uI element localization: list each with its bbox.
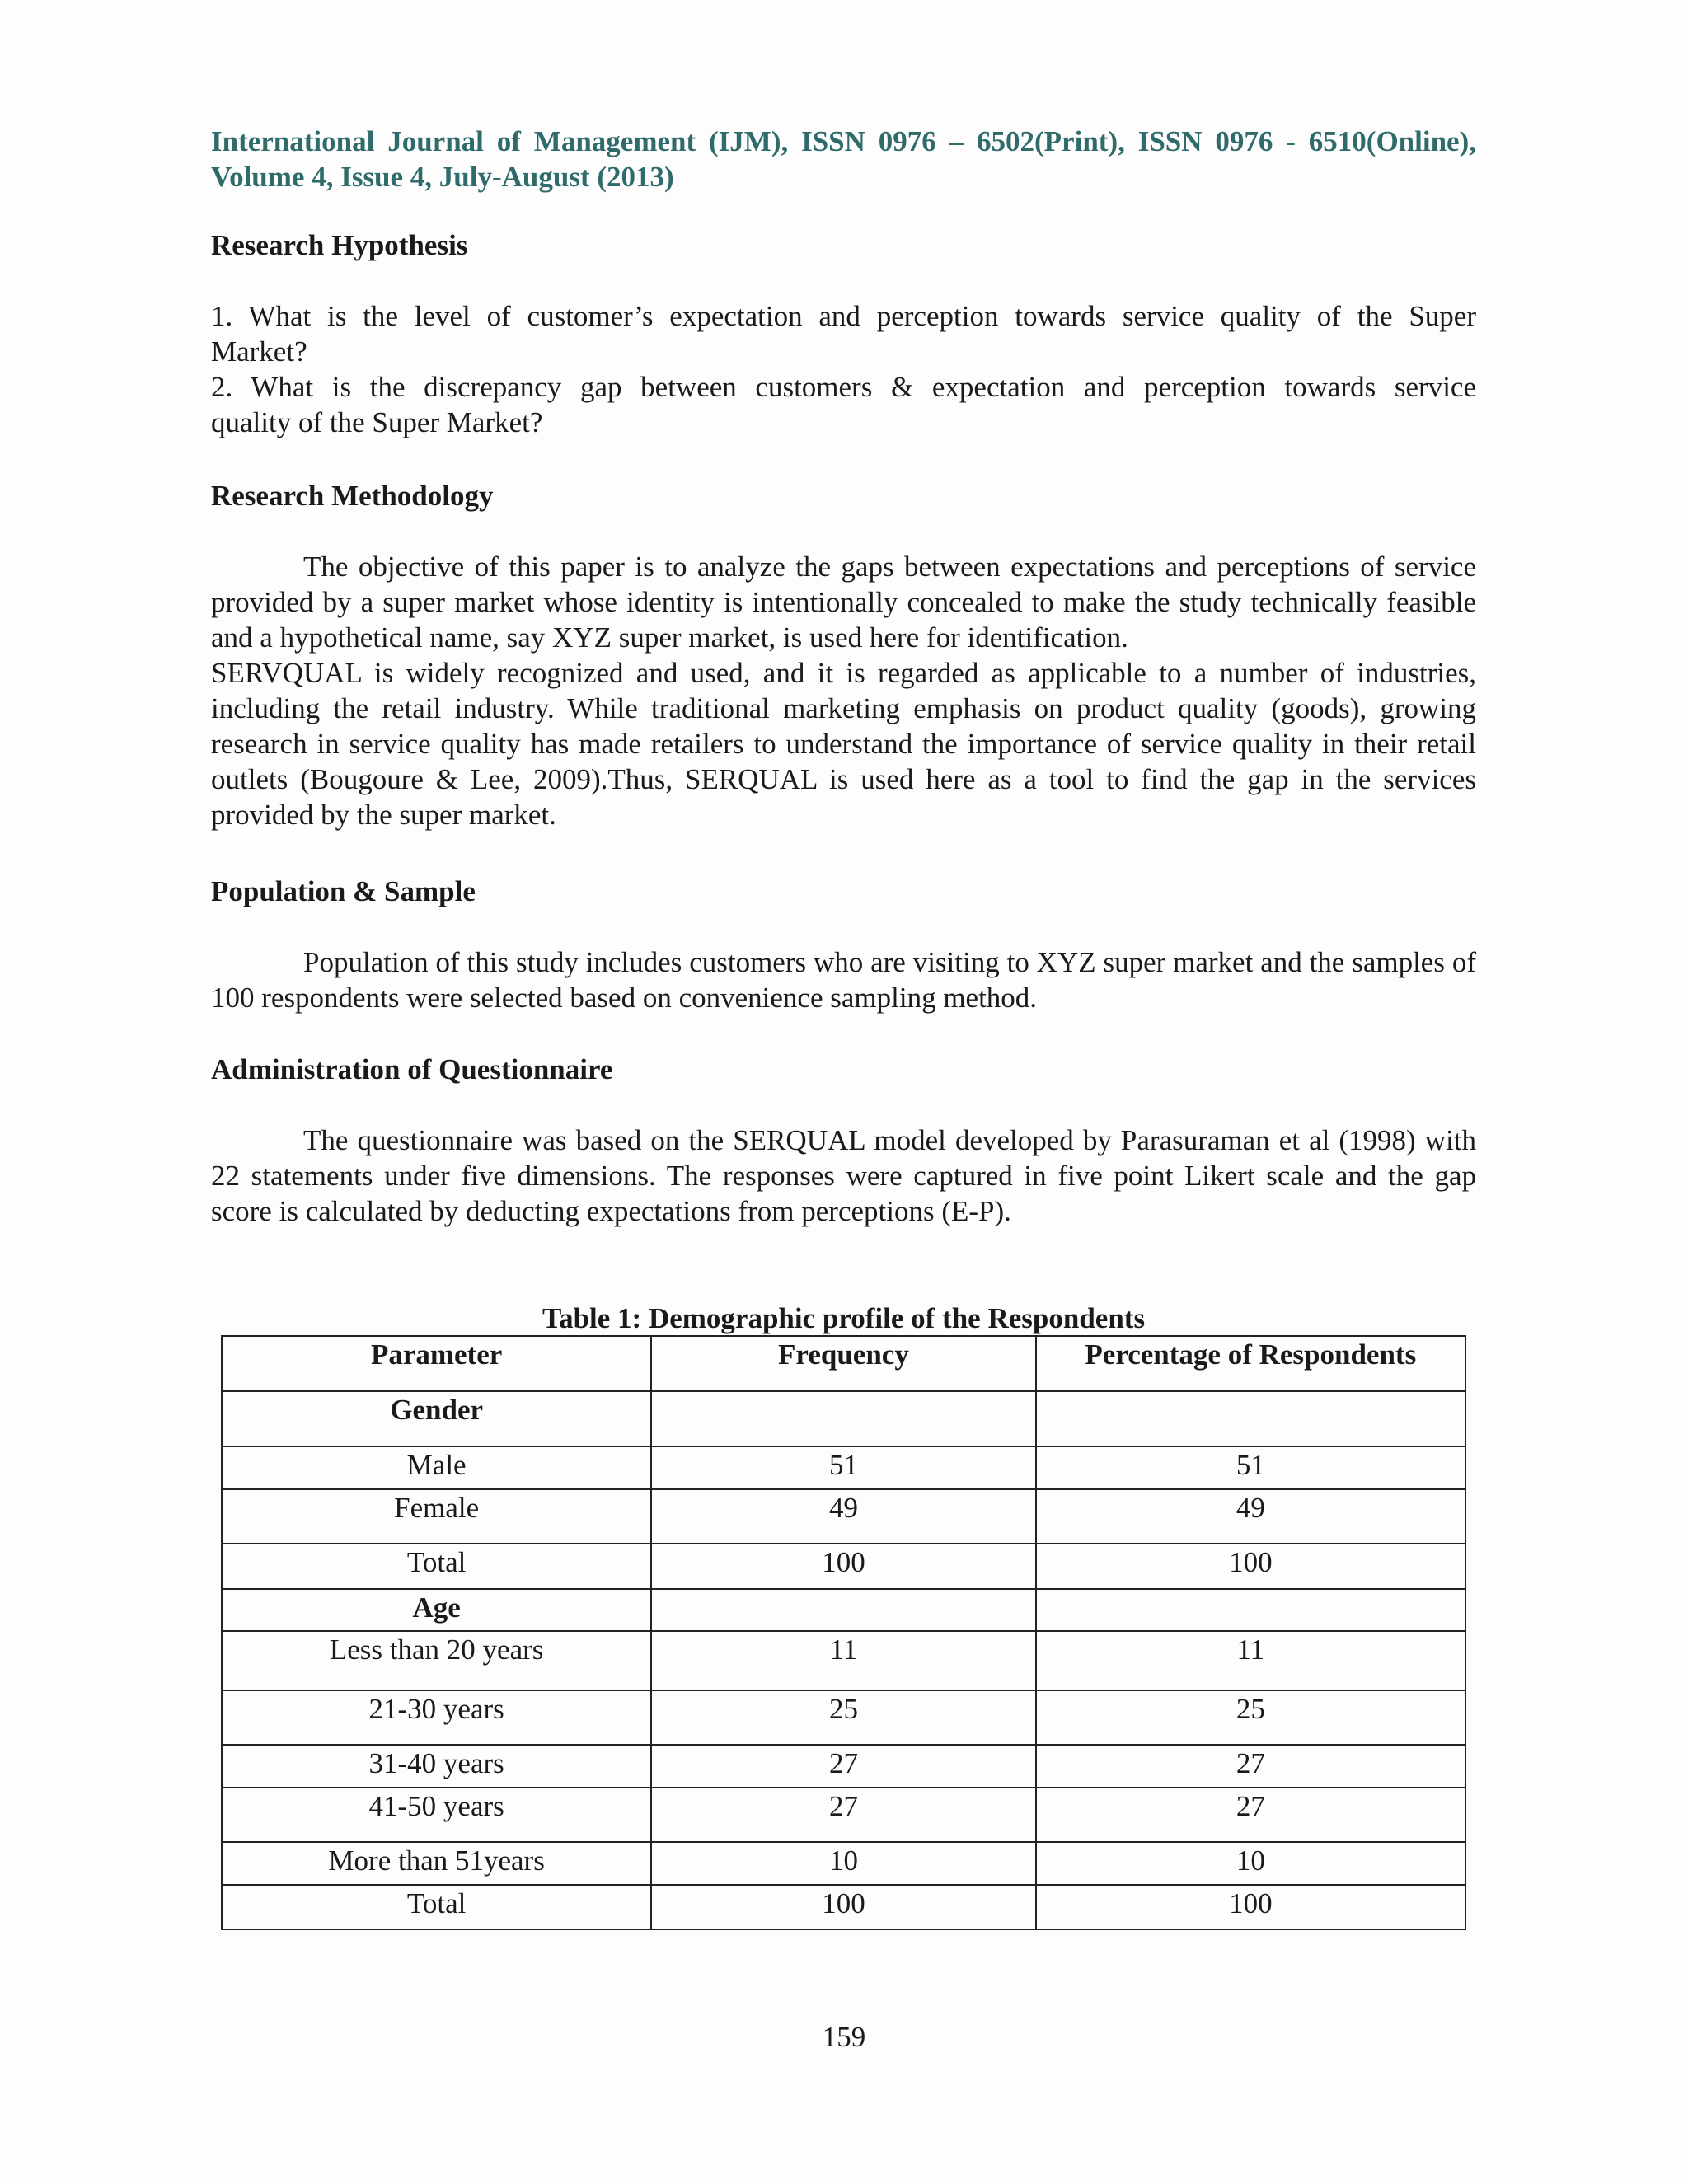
row-label: Total xyxy=(222,1885,651,1929)
row-percentage: 11 xyxy=(1036,1631,1465,1690)
journal-header-line2: Volume 4, Issue 4, July-August (2013) xyxy=(211,161,674,193)
methodology-paragraph-2: SERVQUAL is widely recognized and used, and it is regarded as applicable to a number of industries, including the retail industry. While traditional marketing emphasis on product quality (goods), growing research in service quality has made retailers to understand the importance of service quality in their retail outlets (Bougoure & Lee, 2009).Thus, SERQUAL is used here as a tool to find the gap in the services provided by the super market. xyxy=(211,657,1476,831)
population-paragraph: Population of this study includes customers who are visiting to XYZ super market and the samples of 100 respondents were selected based on convenience sampling method. xyxy=(211,946,1476,1014)
journal-header xyxy=(211,124,1476,194)
population-body xyxy=(211,944,1476,1015)
row-frequency xyxy=(651,1589,1035,1631)
row-percentage: 51 xyxy=(1036,1446,1465,1489)
row-percentage xyxy=(1036,1589,1465,1631)
row-frequency: 100 xyxy=(651,1885,1035,1929)
questionnaire-body xyxy=(211,1122,1476,1229)
row-label: Less than 20 years xyxy=(222,1631,651,1690)
questionnaire-paragraph: The questionnaire was based on the SERQUAL model developed by Parasuraman et al (1998) with 22 statements under five dimensions. The responses were captured in five point Likert scale and the gap score is calculated by deducting expectations from perceptions (E-P). xyxy=(211,1124,1476,1227)
table-row xyxy=(222,1544,1465,1589)
row-percentage: 27 xyxy=(1036,1788,1465,1842)
table-row xyxy=(222,1842,1465,1885)
table-row xyxy=(222,1885,1465,1929)
table-row xyxy=(222,1788,1465,1842)
row-label: Total xyxy=(222,1544,651,1589)
table-row xyxy=(222,1589,1465,1631)
row-frequency: 49 xyxy=(651,1489,1035,1544)
row-frequency xyxy=(651,1391,1035,1446)
row-frequency: 27 xyxy=(651,1788,1035,1842)
table-row xyxy=(222,1690,1465,1745)
row-frequency: 27 xyxy=(651,1745,1035,1788)
row-percentage: 100 xyxy=(1036,1885,1465,1929)
methodology-paragraph-1: The objective of this paper is to analyze the gaps between expectations and perceptions of service provided by a super market whose identity is intentionally concealed to make the study technically feasible and a hypothetical name, say XYZ super market, is used here for identification. xyxy=(211,551,1476,654)
question-1-line1: 1. What is the level of customer’s expectation and perception towards service quality of the Super xyxy=(211,300,1476,332)
heading-research-hypothesis: Research Hypothesis xyxy=(211,229,468,261)
table-row xyxy=(222,1391,1465,1446)
methodology-body xyxy=(211,549,1476,832)
table-header-row xyxy=(222,1336,1465,1391)
header-percentage: Percentage of Respondents xyxy=(1036,1336,1465,1391)
paper-page xyxy=(211,124,1476,1919)
row-label: Female xyxy=(222,1489,651,1544)
row-label: 31-40 years xyxy=(222,1745,651,1788)
demographic-table xyxy=(221,1335,1466,1930)
row-frequency: 10 xyxy=(651,1842,1035,1885)
table-row xyxy=(222,1631,1465,1690)
row-frequency: 11 xyxy=(651,1631,1035,1690)
row-label: Age xyxy=(222,1589,651,1631)
table-row xyxy=(222,1745,1465,1788)
row-percentage xyxy=(1036,1391,1465,1446)
journal-header-line1: International Journal of Management (IJM), ISSN 0976 – 6502(Print), ISSN 0976 - 6510(Online), xyxy=(211,125,1476,157)
header-frequency: Frequency xyxy=(651,1336,1035,1391)
row-label: Gender xyxy=(222,1391,651,1446)
heading-administration-questionnaire: Administration of Questionnaire xyxy=(211,1053,613,1085)
heading-population-sample: Population & Sample xyxy=(211,875,476,907)
table-row xyxy=(222,1446,1465,1489)
row-frequency: 100 xyxy=(651,1544,1035,1589)
row-label: 41-50 years xyxy=(222,1788,651,1842)
row-percentage: 10 xyxy=(1036,1842,1465,1885)
hypothesis-questions xyxy=(211,298,1476,440)
row-label: More than 51years xyxy=(222,1842,651,1885)
row-frequency: 25 xyxy=(651,1690,1035,1745)
row-percentage: 25 xyxy=(1036,1690,1465,1745)
row-frequency: 51 xyxy=(651,1446,1035,1489)
row-label: 21-30 years xyxy=(222,1690,651,1745)
row-percentage: 100 xyxy=(1036,1544,1465,1589)
row-percentage: 27 xyxy=(1036,1745,1465,1788)
row-label: Male xyxy=(222,1446,651,1489)
question-1-line2: Market? xyxy=(211,335,307,368)
heading-research-methodology: Research Methodology xyxy=(211,480,494,512)
question-2-line1: 2. What is the discrepancy gap between customers & expectation and perception towards service xyxy=(211,371,1476,403)
table-row xyxy=(222,1489,1465,1544)
page-number: 159 xyxy=(822,2021,866,2053)
table-title: Table 1: Demographic profile of the Respondents xyxy=(542,1302,1146,1334)
row-percentage: 49 xyxy=(1036,1489,1465,1544)
header-parameter: Parameter xyxy=(222,1336,651,1391)
question-2-line2: quality of the Super Market? xyxy=(211,406,543,438)
